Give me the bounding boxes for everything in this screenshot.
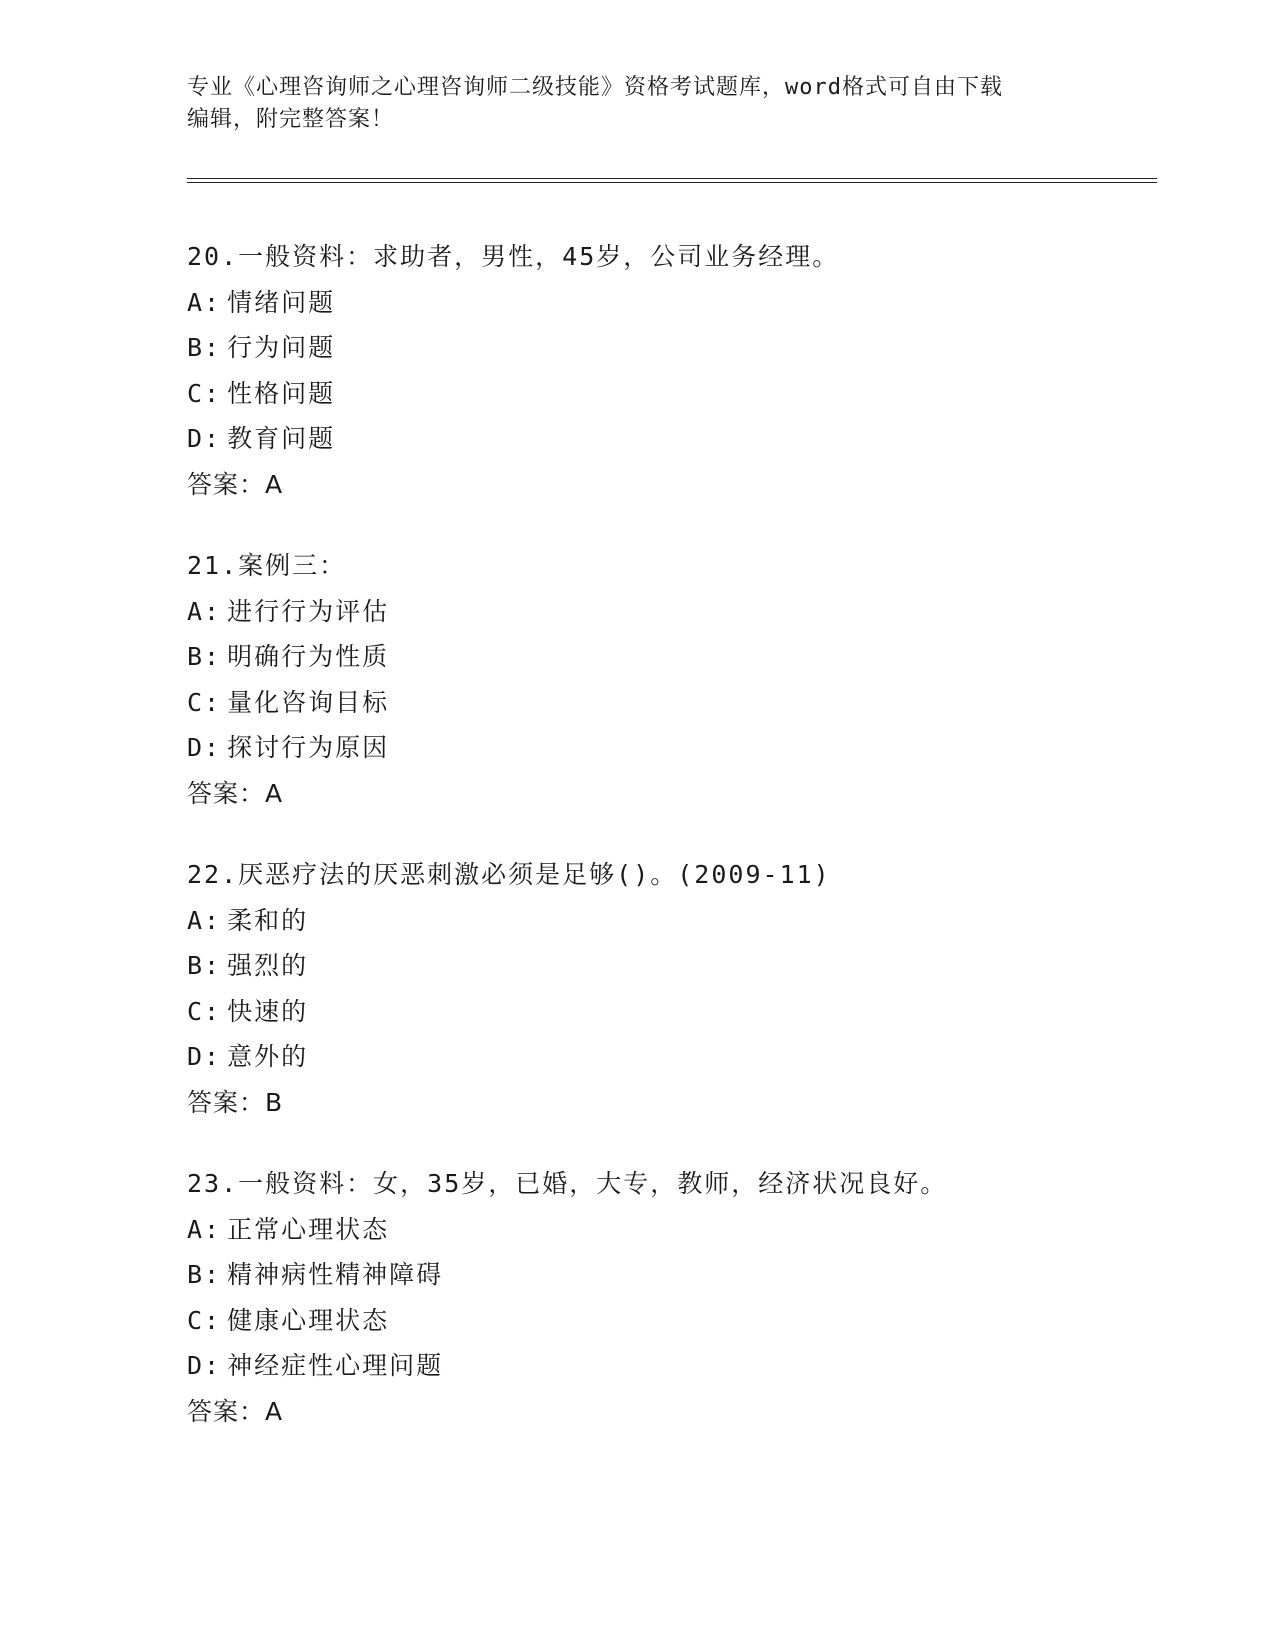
option-b [187,943,1147,989]
question-stem: 20.一般资料：求助者，男性，45岁，公司业务经理。 [187,242,840,271]
header-line-1: 专业《心理咨询师之心理咨询师二级技能》资格考试题库，word格式可自由下载 [187,75,1003,100]
option-d [187,1343,1147,1389]
option-text: 精神病性精神障碍 [227,1260,444,1289]
option-a [187,280,1147,326]
question-stem: 22.厌恶疗法的厌恶刺激必须是足够()。(2009-11) [187,860,831,889]
option-text: 神经症性心理问题 [227,1351,444,1380]
document-header [187,72,1087,136]
option-key: D: [187,1042,222,1071]
question-stem: 21.案例三： [187,551,347,580]
option-c [187,680,1147,726]
option-key: A: [187,596,222,626]
option-text: 性格问题 [227,378,336,408]
option-text: 教育问题 [227,424,336,453]
option-b [187,634,1147,680]
option-c [187,371,1147,417]
option-key: C: [187,378,222,408]
option-d [187,1034,1147,1080]
question-list [187,234,1147,1470]
option-key: C: [187,687,222,717]
header-divider-top [187,178,1157,179]
option-key: B: [187,642,222,671]
answer-line: 答案：A [187,1396,284,1426]
option-key: A: [187,287,222,317]
answer-line: 答案：A [187,469,284,499]
option-text: 正常心理状态 [227,1214,390,1244]
option-key: C: [187,1305,222,1335]
option-key: D: [187,424,222,453]
option-a [187,898,1147,944]
question-21 [187,543,1147,816]
option-c [187,989,1147,1035]
option-text: 健康心理状态 [227,1305,390,1335]
option-key: C: [187,996,222,1026]
question-23 [187,1161,1147,1434]
option-text: 意外的 [227,1042,309,1071]
option-key: D: [187,1351,222,1380]
option-key: B: [187,333,222,362]
option-key: D: [187,733,222,762]
option-text: 快速的 [227,996,309,1026]
option-key: B: [187,951,222,980]
answer-line: 答案：B [187,1087,284,1117]
option-text: 柔和的 [227,905,309,935]
option-b [187,325,1147,371]
question-stem: 23.一般资料：女，35岁，已婚，大专，教师，经济状况良好。 [187,1169,948,1198]
option-d [187,725,1147,771]
option-text: 情绪问题 [227,287,336,317]
option-text: 探讨行为原因 [227,733,390,762]
option-text: 明确行为性质 [227,642,390,671]
option-text: 行为问题 [227,333,336,362]
option-a [187,1207,1147,1253]
header-line-2: 编辑，附完整答案！ [187,107,395,132]
option-key: A: [187,1214,222,1244]
question-22 [187,852,1147,1125]
option-text: 量化咨询目标 [227,687,390,717]
question-20 [187,234,1147,507]
option-text: 强烈的 [227,951,309,980]
header-divider-bottom [187,182,1157,183]
option-b [187,1252,1147,1298]
option-key: B: [187,1260,222,1289]
option-c [187,1298,1147,1344]
option-text: 进行行为评估 [227,596,390,626]
answer-line: 答案：A [187,778,284,808]
option-d [187,416,1147,462]
option-key: A: [187,905,222,935]
option-a [187,589,1147,635]
